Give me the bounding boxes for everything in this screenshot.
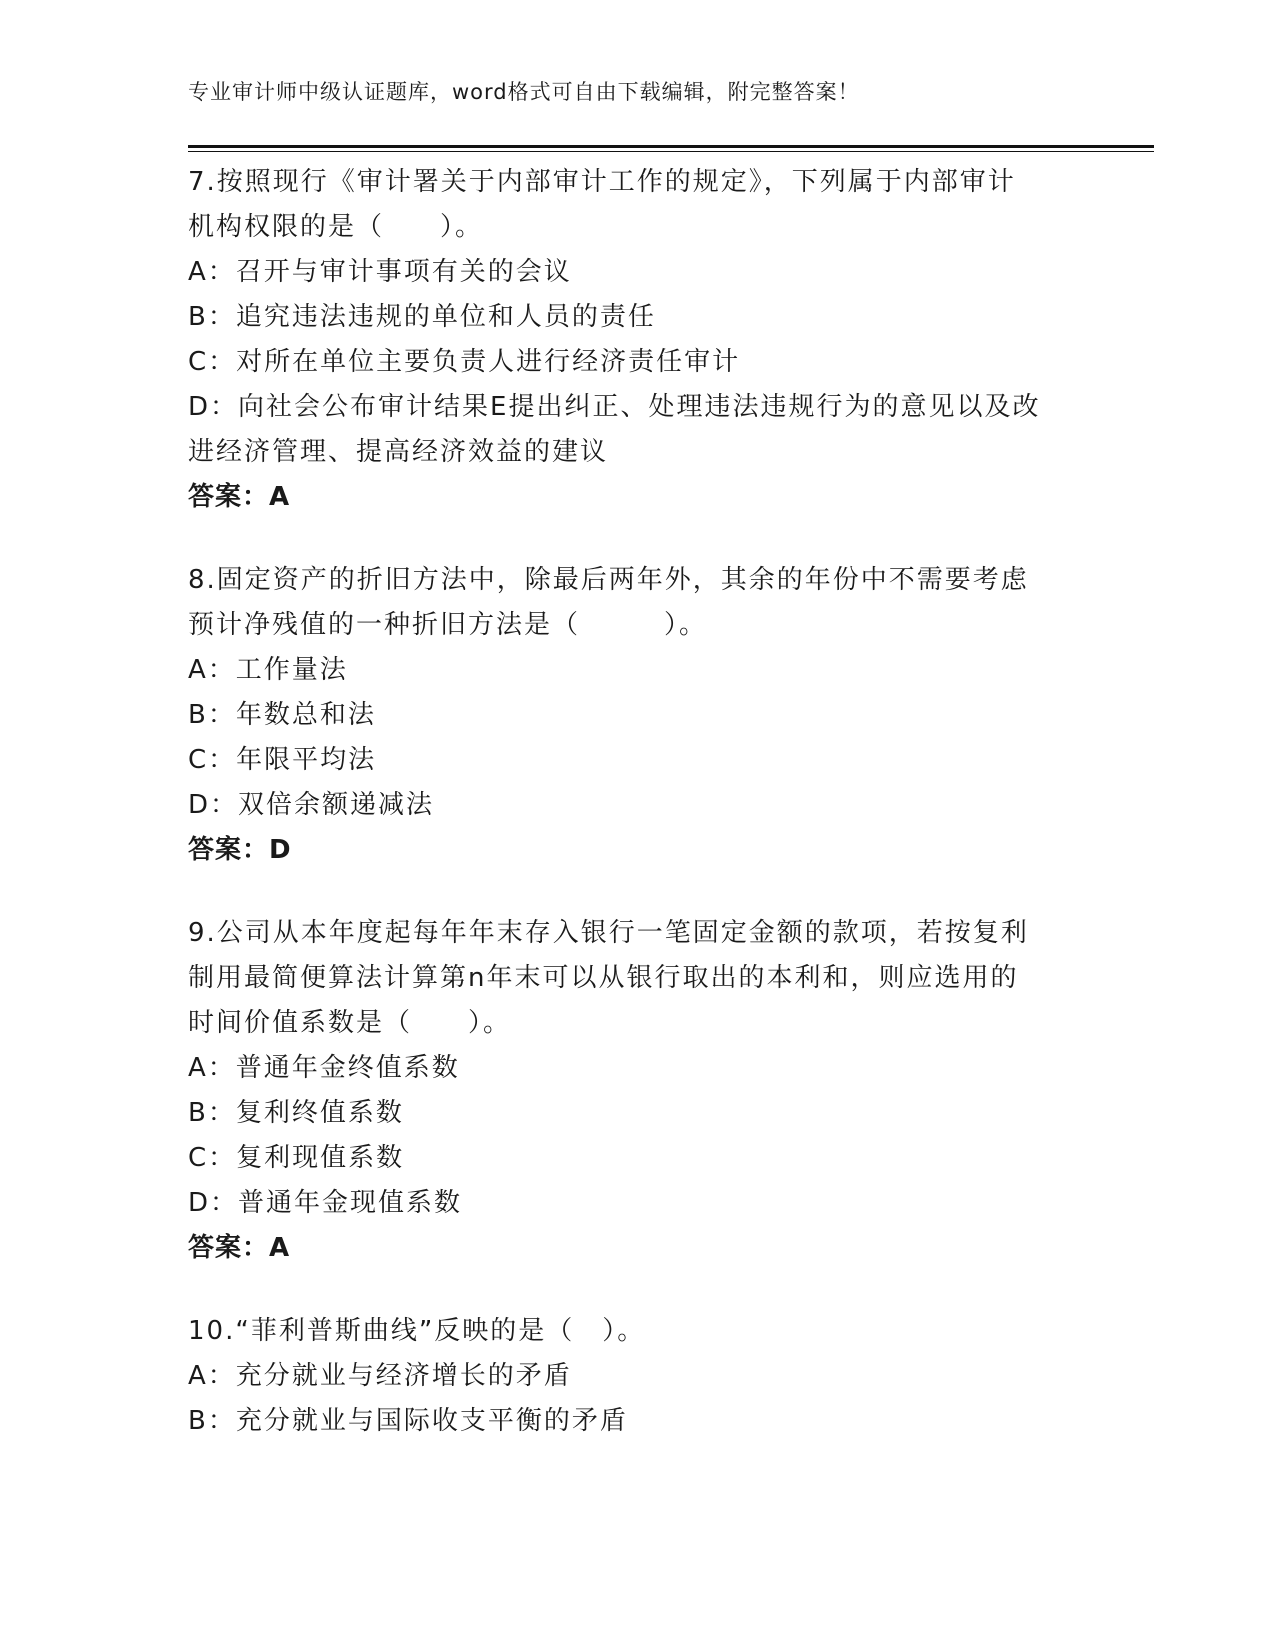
question-list [188, 160, 1088, 1482]
answer-line: 答案：A [188, 482, 291, 512]
question-7 [188, 160, 1088, 520]
question-stem-line: 8.固定资产的折旧方法中，除最后两年外，其余的年份中不需要考虑 [188, 565, 1029, 595]
question-stem-line: 机构权限的是（ ）。 [188, 212, 484, 242]
option-b: B：追究违法违规的单位和人员的责任 [188, 302, 656, 332]
question-stem-line: 时间价值系数是（ ）。 [188, 1008, 512, 1038]
option-a: A：工作量法 [188, 655, 348, 685]
option-b: B：复利终值系数 [188, 1098, 404, 1128]
option-c: C：对所在单位主要负责人进行经济责任审计 [188, 347, 741, 377]
option-d: D：普通年金现值系数 [188, 1188, 463, 1218]
option-d-continued: 进经济管理、提高经济效益的建议 [188, 437, 609, 467]
option-a: A：召开与审计事项有关的会议 [188, 257, 572, 287]
question-8 [188, 558, 1088, 873]
option-c: C：复利现值系数 [188, 1143, 405, 1173]
question-stem-line: 10.“菲利普斯曲线”反映的是（ ）。 [188, 1316, 646, 1346]
header-divider-thin [188, 151, 1154, 152]
option-d: D：双倍余额递减法 [188, 790, 435, 820]
header-divider-thick [188, 145, 1154, 148]
answer-line: 答案：A [188, 1233, 291, 1263]
question-10 [188, 1309, 1088, 1444]
option-c: C：年限平均法 [188, 745, 377, 775]
option-b: B：充分就业与国际收支平衡的矛盾 [188, 1406, 628, 1436]
answer-line: 答案：D [188, 835, 292, 865]
page-header: 专业审计师中级认证题库，word格式可自由下载编辑，附完整答案！ [188, 80, 860, 104]
question-9 [188, 911, 1088, 1271]
question-stem-line: 7.按照现行《审计署关于内部审计工作的规定》，下列属于内部审计 [188, 167, 1016, 197]
option-a: A：普通年金终值系数 [188, 1053, 460, 1083]
question-stem-line: 9.公司从本年度起每年年末存入银行一笔固定金额的款项，若按复利 [188, 918, 1029, 948]
option-d: D：向社会公布审计结果E提出纠正、处理违法违规行为的意见以及改 [188, 392, 1041, 422]
option-a: A：充分就业与经济增长的矛盾 [188, 1361, 572, 1391]
option-b: B：年数总和法 [188, 700, 376, 730]
question-stem-line: 制用最简便算法计算第n年末可以从银行取出的本利和，则应选用的 [188, 963, 1019, 993]
question-stem-line: 预计净残值的一种折旧方法是（ ）。 [188, 610, 708, 640]
